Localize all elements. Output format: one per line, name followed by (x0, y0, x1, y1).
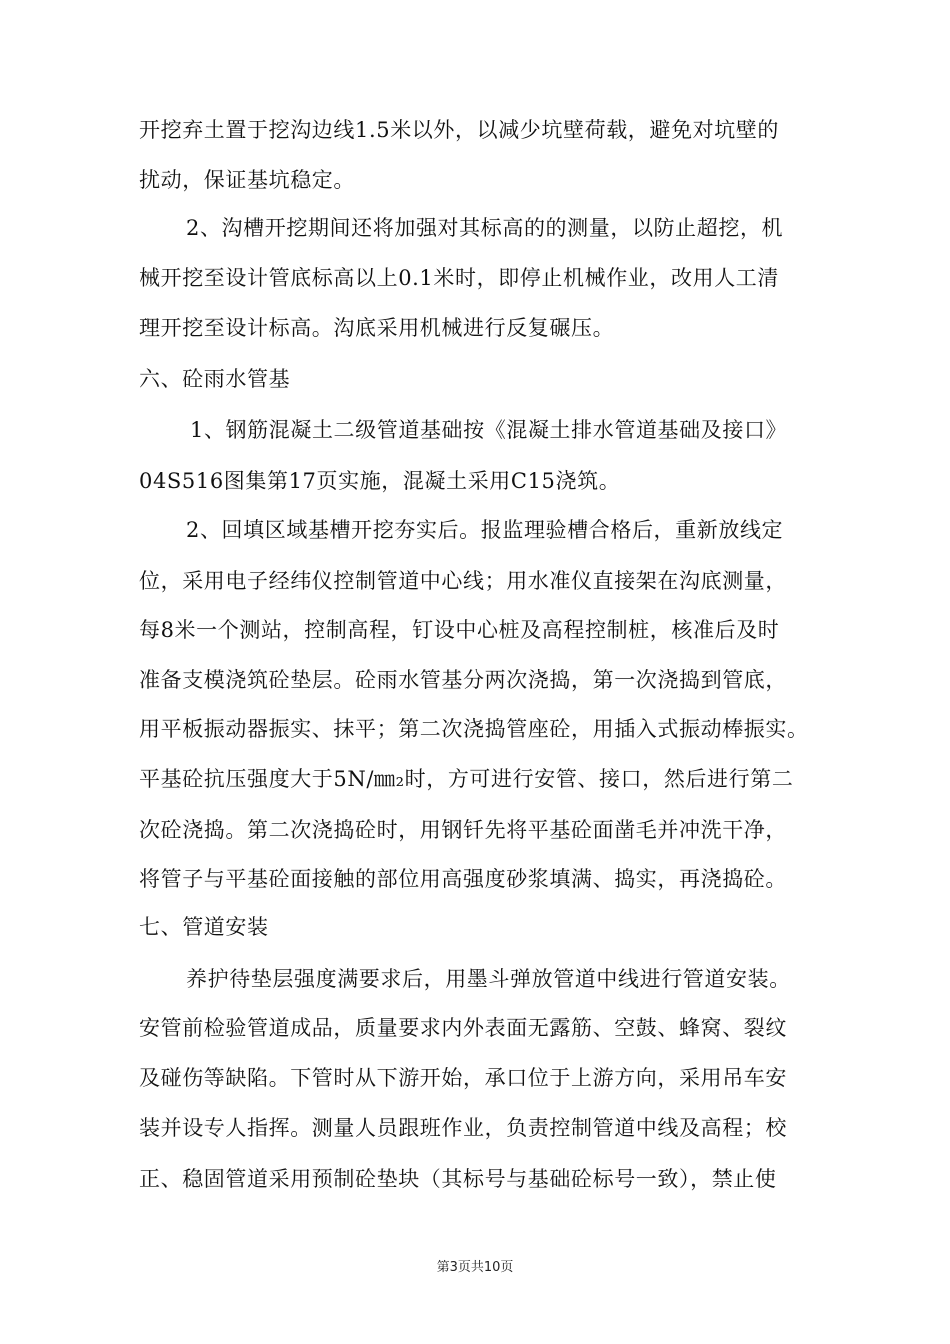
section-heading: 七、管道安装 (139, 915, 269, 939)
text-line: 养护待垫层强度满要求后，用墨斗弹放管道中线进行管道安装。 (186, 967, 791, 991)
text-line: 用平板振动器振实、抹平；第二次浇捣管座砼，用插入式振动棒振实。 (139, 717, 809, 741)
text-line: 2、沟槽开挖期间还将加强对其标高的的测量，以防止超挖，机 (186, 216, 784, 240)
text-line: 正、稳固管道采用预制砼垫块（其标号与基础砼标号一致），禁止使 (139, 1167, 777, 1191)
text-line: 2、回填区域基槽开挖夯实后。报监理验槽合格后，重新放线定 (186, 518, 784, 542)
text-line: 将管子与平基砼面接触的部位用高强度砂浆填满、捣实，再浇捣砼。 (139, 867, 787, 891)
text-line: 次砼浇捣。第二次浇捣砼时，用钢钎先将平基砼面凿毛并冲洗干净， (139, 818, 787, 842)
text-line: 位，采用电子经纬仪控制管道中心线；用水准仪直接架在沟底测量， (139, 569, 787, 593)
text-line: 及碰伤等缺陷。下管时从下游开始，承口位于上游方向，采用吊车安 (139, 1066, 787, 1090)
text-line: 扰动，保证基坑稳定。 (139, 168, 355, 192)
text-line: 装并设专人指挥。测量人员跟班作业，负责控制管道中线及高程；校 (139, 1116, 787, 1140)
text-line: 每8米一个测站，控制高程，钉设中心桩及高程控制桩，核准后及时 (139, 618, 780, 642)
text-line: 理开挖至设计标高。沟底采用机械进行反复碾压。 (139, 316, 615, 340)
text-line: 安管前检验管道成品，质量要求内外表面无露筋、空鼓、蜂窝、裂纹 (139, 1016, 787, 1040)
text-line: 平基砼抗压强度大于5N/㎜₂时，方可进行安管、接口，然后进行第二 (139, 767, 794, 791)
text-line: 准备支模浇筑砼垫层。砼雨水管基分两次浇捣，第一次浇捣到管底， (139, 668, 787, 692)
text-line: 04S516图集第17页实施，混凝土采用C15浇筑。 (139, 469, 621, 493)
text-line: 1、钢筋混凝土二级管道基础按《混凝土排水管道基础及接口》 (190, 418, 788, 442)
text-line: 械开挖至设计管底标高以上0.1米时，即停止机械作业，改用人工清 (139, 266, 779, 290)
text-line: 开挖弃土置于挖沟边线1.5米以外，以减少坑壁荷载，避免对坑壁的 (139, 118, 779, 142)
section-heading: 六、砼雨水管基 (139, 367, 291, 391)
page-footer: 第3页共10页 (436, 1260, 514, 1275)
